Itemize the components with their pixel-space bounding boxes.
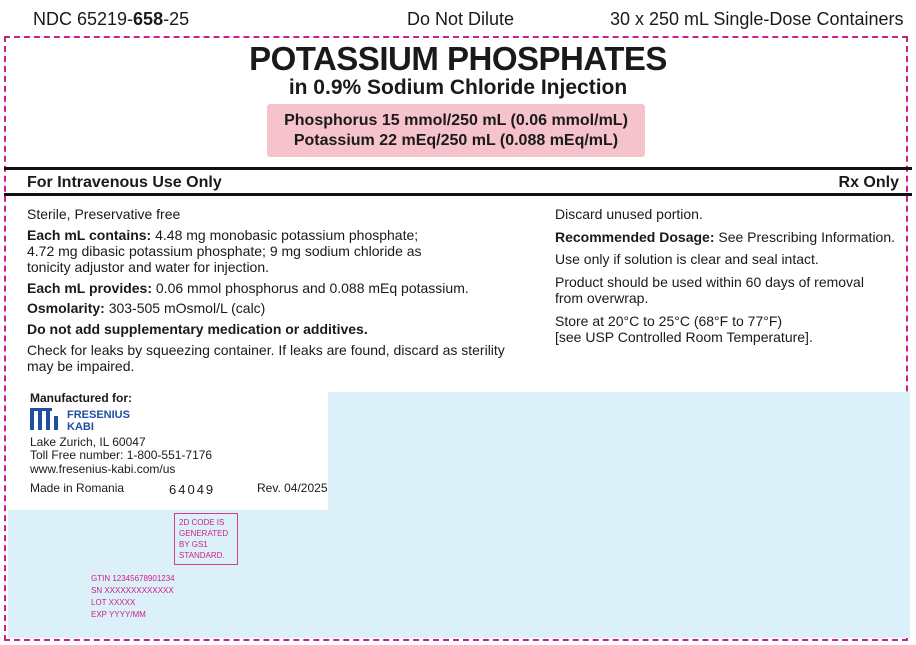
- each-ml-line3: tonicity adjustor and water for injection.: [27, 259, 270, 275]
- gtin-field: GTIN 12345678901234: [91, 574, 175, 583]
- strength-box: [267, 104, 645, 157]
- ndc-suffix: -25: [163, 9, 190, 29]
- leak-check-line1: Check for leaks by squeezing container. If leaks are found, discard as sterility: [27, 342, 505, 358]
- each-ml-line2: 4.72 mg dibasic potassium phosphate; 9 mg sodium chloride as: [27, 243, 422, 259]
- gs1-line3: BY GS1: [179, 540, 208, 549]
- osmolarity-text: 303-505 mOsmol/L (calc): [104, 300, 266, 316]
- package-description: 30 x 250 mL Single-Dose Containers: [610, 9, 904, 29]
- ndc-prefix: NDC 65219-: [33, 9, 134, 29]
- country-of-origin: Made in Romania: [30, 481, 125, 495]
- provides-text: 0.06 mmol phosphorus and 0.088 mEq potassium.: [152, 280, 469, 296]
- discard-statement: Discard unused portion.: [555, 206, 703, 222]
- osmolarity-label: Osmolarity:: [27, 300, 105, 316]
- gs1-line4: STANDARD.: [179, 551, 225, 560]
- no-additives-warning: Do not add supplementary medication or additives.: [27, 321, 368, 337]
- rule-top: [4, 167, 912, 170]
- dilution-note: Do Not Dilute: [407, 9, 515, 29]
- label-top-line: [0, 0, 916, 36]
- dosage-text: See Prescribing Information.: [714, 229, 896, 245]
- route-of-administration: For Intravenous Use Only: [27, 174, 222, 191]
- each-ml-line1: 4.48 mg monobasic potassium phosphate;: [151, 227, 419, 243]
- fresenius-kabi-logo-icon: [29, 406, 61, 432]
- brand-line1: FRESENIUS: [67, 409, 130, 421]
- product-name: POTASSIUM PHOSPHATES: [249, 40, 667, 77]
- brand-wordmark: [67, 409, 130, 433]
- rx-only: Rx Only: [838, 174, 899, 191]
- dosage-label: Recommended Dosage:: [555, 229, 715, 245]
- leak-check-line2: may be impaired.: [27, 358, 135, 374]
- recommended-dosage: [555, 230, 895, 245]
- expiry-field: EXP YYYY/MM: [91, 610, 146, 619]
- osmolarity: [27, 301, 265, 316]
- manufacturer-website: www.fresenius-kabi.com/us: [30, 462, 176, 476]
- potassium-strength: Potassium 22 mEq/250 mL (0.088 mEq/mL): [293, 132, 619, 149]
- clear-solution-statement: Use only if solution is clear and seal intact.: [555, 251, 819, 267]
- lot-field: LOT XXXXX: [91, 598, 136, 607]
- manufacturer-phone: Toll Free number: 1-800-551-7176: [30, 448, 213, 462]
- serial-number-field: SN XXXXXXXXXXXXX: [91, 586, 174, 595]
- brand-line2: KABI: [67, 421, 94, 433]
- ndc-product-code: 658: [133, 9, 164, 29]
- gs1-line2: GENERATED: [179, 529, 229, 538]
- phosphorus-strength: Phosphorus 15 mmol/250 mL (0.06 mmol/mL): [284, 112, 628, 129]
- use-within-line1: Product should be used within 60 days of removal: [555, 274, 864, 290]
- each-ml-label: Each mL contains:: [27, 227, 152, 243]
- each-ml-contains: [27, 228, 418, 243]
- gs1-line1: 2D CODE IS: [179, 518, 225, 527]
- use-within-line2: from overwrap.: [555, 290, 649, 306]
- rule-bottom: [4, 193, 912, 196]
- sterile-statement: Sterile, Preservative free: [27, 206, 181, 222]
- manufacturer-city: Lake Zurich, IL 60047: [30, 435, 146, 449]
- storage-line2: [see USP Controlled Room Temperature].: [555, 329, 813, 345]
- revision-date: Rev. 04/2025: [257, 481, 328, 495]
- provides-label: Each mL provides:: [27, 280, 153, 296]
- storage-line1: Store at 20°C to 25°C (68°F to 77°F): [555, 313, 783, 329]
- ndc-number: [33, 9, 189, 29]
- each-ml-provides: [27, 281, 469, 296]
- product-subtitle: in 0.9% Sodium Chloride Injection: [288, 76, 628, 99]
- manufactured-for-heading: Manufactured for:: [30, 391, 132, 405]
- gs1-code-placeholder: [174, 513, 238, 565]
- label-code: 64049: [169, 482, 216, 497]
